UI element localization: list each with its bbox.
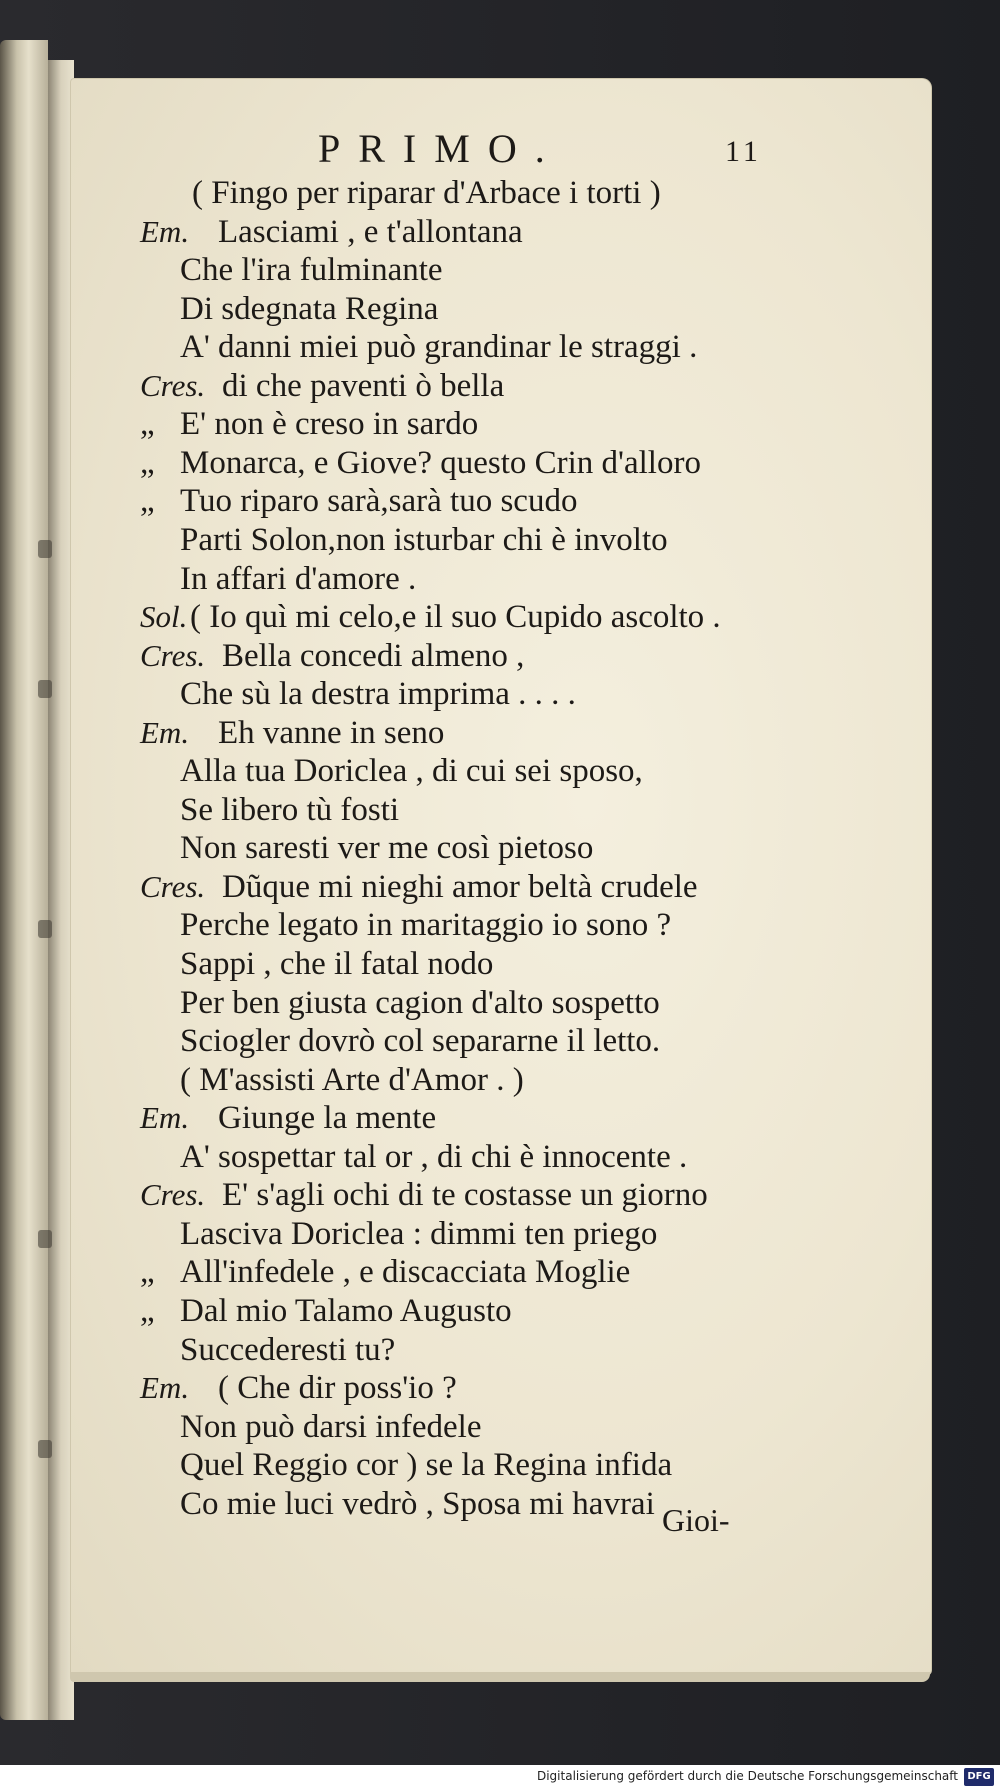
line-text: ( Che dir poss'io ?	[218, 1370, 457, 1406]
edge-stain	[38, 920, 52, 938]
line-text: Sciogler dovrò col separarne il letto.	[180, 1023, 661, 1059]
quotation-mark: „	[140, 483, 157, 519]
edge-stain	[38, 540, 52, 558]
speaker-label: Em.	[140, 1370, 190, 1405]
line-text: A' sospettar tal or , di chi è innocente .	[180, 1139, 688, 1175]
line-text: Non saresti ver me così pietoso	[180, 830, 594, 866]
line-text: Lasciami , e t'allontana	[218, 214, 523, 250]
line-text: Sappi , che il fatal nodo	[180, 946, 494, 982]
line-text: Giunge la mente	[218, 1100, 437, 1136]
running-head: PRIMO.	[318, 126, 563, 171]
speaker-label: Em.	[140, 214, 190, 249]
line-text: ( Io quì mi celo,e il suo Cupido ascolto .	[190, 599, 721, 635]
speaker-label: Cres.	[140, 638, 206, 673]
line-text: A' danni miei può grandinar le straggi .	[180, 329, 698, 365]
line-text: Che sù la destra imprima . . . .	[180, 676, 576, 712]
page-bottom-edge	[70, 1672, 930, 1682]
page-number: 11	[725, 135, 762, 168]
line-text: Succederesti tu?	[180, 1332, 396, 1368]
line-text: Tuo riparo sarà,sarà tuo scudo	[180, 483, 578, 519]
line-text: In affari d'amore .	[180, 561, 417, 597]
line-text: Se libero tù fosti	[180, 792, 400, 828]
line-text: ( Fingo per riparar d'Arbace i torti )	[192, 175, 661, 211]
speaker-label: Cres.	[140, 368, 206, 403]
edge-stain	[38, 1440, 52, 1458]
line-text: Alla tua Doriclea , di cui sei sposo,	[180, 753, 643, 789]
line-text: Perche legato in maritaggio io sono ?	[180, 907, 672, 943]
quotation-mark: „	[140, 1293, 157, 1329]
line-text: Non può darsi infedele	[180, 1409, 482, 1445]
line-text: Dal mio Talamo Augusto	[180, 1293, 512, 1329]
line-text: Quel Reggio cor ) se la Regina infida	[180, 1447, 673, 1483]
footer-bar	[0, 1765, 1000, 1790]
speaker-label: Sol.	[140, 599, 188, 634]
line-text: Dũque mi nieghi amor beltà crudele	[222, 869, 698, 905]
edge-stain	[38, 1230, 52, 1248]
line-text: E' non è creso in sardo	[180, 406, 479, 442]
line-text: ( M'assisti Arte d'Amor . )	[180, 1062, 524, 1098]
line-text: di che paventi ò bella	[222, 368, 505, 404]
dfg-logo: DFG	[964, 1768, 994, 1786]
quotation-mark: „	[140, 445, 157, 481]
catchword: Gioi-	[662, 1502, 730, 1538]
line-text: Eh vanne in seno	[218, 715, 445, 751]
line-text: Parti Solon,non isturbar chi è involto	[180, 522, 668, 558]
line-text: All'infedele , e discacciata Moglie	[180, 1254, 631, 1290]
left-page-edge	[0, 40, 48, 1720]
line-text: Che l'ira fulminante	[180, 252, 443, 288]
speaker-label: Cres.	[140, 1177, 206, 1212]
line-text: Di sdegnata Regina	[180, 291, 439, 327]
speaker-label: Em.	[140, 1100, 190, 1135]
quotation-mark: „	[140, 406, 157, 442]
line-text: Monarca, e Giove? questo Crin d'alloro	[180, 445, 701, 481]
quotation-mark: „	[140, 1254, 157, 1290]
line-text: Co mie luci vedrò , Sposa mi havrai	[180, 1486, 655, 1522]
line-text: Bella concedi almeno ,	[222, 638, 525, 674]
speaker-label: Cres.	[140, 869, 206, 904]
speaker-label: Em.	[140, 715, 190, 750]
line-text: E' s'agli ochi di te costasse un giorno	[222, 1177, 708, 1213]
line-text: Per ben giusta cagion d'alto sospetto	[180, 985, 660, 1021]
edge-stain	[38, 680, 52, 698]
footer-credit: Digitalisierung gefördert durch die Deutsche Forschungsgemeinschaft	[536, 1769, 958, 1783]
line-text: Lasciva Doriclea : dimmi ten priego	[180, 1216, 658, 1252]
